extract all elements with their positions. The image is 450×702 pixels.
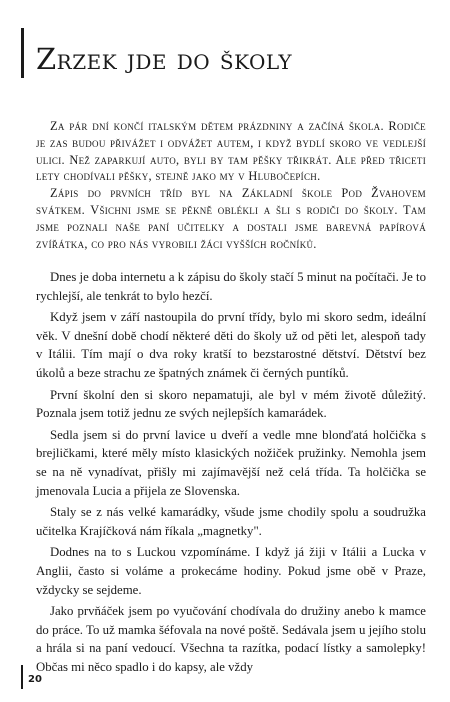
intro-paragraph: Za pár dní končí italským dětem prázdniny a začíná škola. Rodiče je zas budou přivážet i odvážet autem, i když bydlí skoro ve vedlejší ulici. Než zaparkují auto, byli by tam pěšky třikrát. Ale před třiceti lety chodívali pěšky, stejně jako my v Hlubočepích. (36, 119, 426, 184)
footer-accent-bar (21, 665, 23, 689)
body-paragraph: Sedla jsem si do první lavice u dveří a vedle mne blonďatá holčička s brejličkami, které měly místo klasických nožiček pružinky. Nemohla jsem se na ně vynadívat, přišly mi zajímavější než celá třída. Ta holčička se jmenovala Lucia a přijela ze Slovenska. (36, 427, 426, 498)
body-paragraph: Dodnes na to s Luckou vzpomínáme. I když já žiji v Itálii a Lucka v Anglii, často si voláme a prokecáme hodiny. Pokud jsme obě v Praze, vždycky se sejdeme. (36, 545, 426, 597)
chapter-body (36, 268, 426, 679)
body-paragraph: První školní den si skoro nepamatuji, ale byl v mém životě důležitý. Poznala jsem totiž jednu ze svých nejlepších kamarádek. (36, 387, 426, 421)
title-accent-bar (21, 28, 24, 78)
intro-paragraph: Zápis do prvních tříd byl na Základní škole Pod Žvahovem svátkem. Všichni jsme se pěkně oblékli a šli s rodiči do školy. Tam jsme poznali naše paní učitelky a dostali jsme barevná papírová zvířátka, co pro nás vyrobili žáci vyšších ročníků. (36, 186, 426, 251)
body-paragraph: Dnes je doba internetu a k zápisu do školy stačí 5 minut na počítači. Je to rychlejší, ale tenkrát to bylo hezčí. (36, 270, 426, 303)
body-paragraph: Jako prvňáček jsem po vyučování chodívala do družiny anebo k mamce do práce. To už mamka šéfovala na nové poště. Sedávala jsem u jejího stolu a hrála si na paní vedoucí. Všechna ta razítka, podací lístky a samolepky! Občas mi něco spadlo i do kapsy, ale vždy (36, 604, 426, 674)
page-number: 20 (28, 674, 42, 685)
chapter-title: Zrzek jde do školy (36, 42, 293, 76)
chapter-intro (36, 118, 426, 252)
body-paragraph: Staly se z nás velké kamarádky, všude jsme chodily spolu a soudružka učitelka Krajíčková nám říkala „magnetky". (36, 505, 426, 538)
body-paragraph: Když jsem v září nastoupila do první třídy, bylo mi skoro sedm, ideální věk. V dnešní době chodí některé děti do školy už od pěti let, alespoň tady v Itálii. Tím mají o dva roky kratší to bezstarostné dětství. Dětství bez úkolů a beze strachu ze špatných známek či černých puntíků. (36, 310, 426, 380)
